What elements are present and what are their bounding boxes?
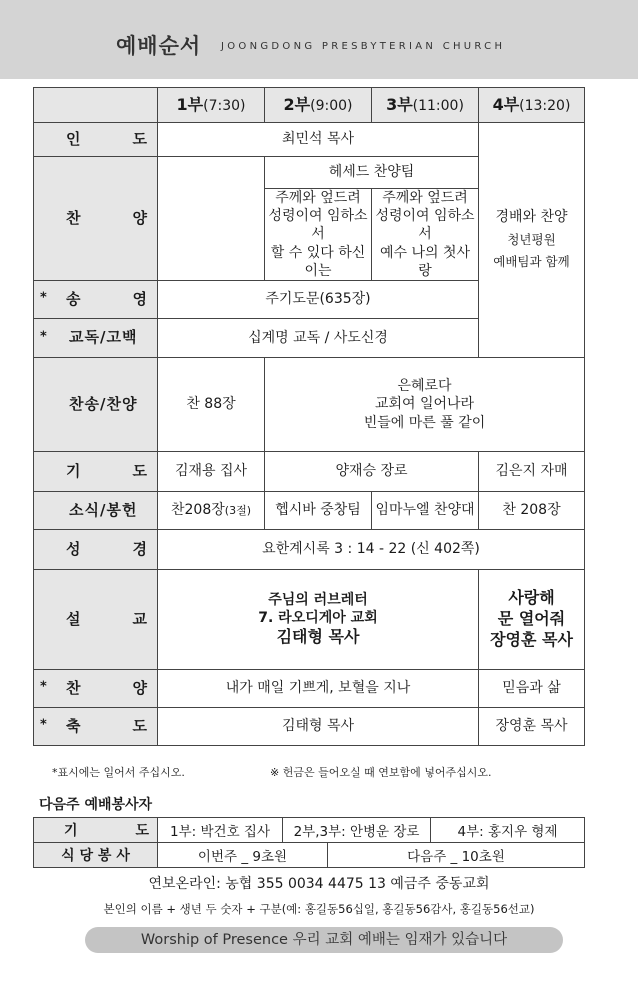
sermon-preacher: 김태형 목사 [276, 627, 360, 647]
invocation-label: 인 도 [34, 123, 158, 157]
offering-row [34, 491, 585, 529]
service-4-prayer: 김은지 자매 [479, 451, 585, 491]
benediction-label: * 축 도 [34, 707, 158, 745]
meal-this-week: 이번주 _ 9초원 [158, 843, 328, 868]
benediction-content: 김태형 목사 [158, 707, 479, 745]
giving-instructions: 본인의 이름 + 생년 두 숫자 + 구분(예: 홍길동56십일, 홍길동56감사, 홍길동56선교) [103, 902, 535, 916]
service-3-offering: 임마누엘 찬양대 [372, 491, 479, 529]
sermon-row [34, 569, 585, 669]
scripture-label: 성 경 [34, 529, 158, 569]
church-name: JOONGDONG PRESBYTERIAN CHURCH [221, 41, 506, 52]
service-1-praise-blank [158, 157, 265, 281]
service-4-sermon: 사랑해 문 열어줘 장영훈 목사 [479, 569, 585, 669]
offering-label: 소식/봉헌 [34, 491, 158, 529]
service-4-header: 4부(13:20) [479, 88, 585, 123]
service-3-header: 3부(11:00) [372, 88, 479, 123]
meal-next-week: 다음주 _ 10초원 [328, 843, 585, 868]
doxology-label: * 송 영 [34, 280, 158, 318]
hymn-row [34, 357, 585, 451]
next-prayer-4: 4부: 홍지우 형제 [431, 818, 585, 843]
service-4-closing-hymn: 믿음과 삶 [479, 669, 585, 707]
closing-hymn-row [34, 669, 585, 707]
service-1-header: 1부(7:30) [158, 88, 265, 123]
service-1-hymn: 찬 88장 [158, 357, 265, 451]
sermon-subtitle: 7. 라오디게아 교회 [258, 610, 378, 627]
worship-order-table [33, 87, 585, 746]
next-week-title: 다음주 예배봉사자 [39, 797, 153, 813]
service-4-offering: 찬 208장 [479, 491, 585, 529]
service-3-praise-songs: 주께와 엎드려 성령이여 임하소서 예수 나의 첫사랑 [372, 189, 479, 281]
doxology-content: 주기도문(635장) [158, 280, 479, 318]
online-giving: 연보온라인: 농협 355 0034 4475 13 예금주 중동교회 [148, 876, 490, 892]
meal-service-row [34, 843, 585, 868]
praise-team: 헤세드 찬양팀 [265, 157, 479, 189]
header-bar [0, 0, 638, 79]
sermon-title: 주님의 러브레터 [268, 591, 368, 608]
hymn-label: 찬송/찬양 [34, 357, 158, 451]
service-2-header: 2부(9:00) [265, 88, 372, 123]
next-prayer-row [34, 818, 585, 843]
next-prayer-23: 2부,3부: 안병운 장로 [283, 818, 431, 843]
service-1-offering: 찬208장(3절) [158, 491, 265, 529]
next-week-table [33, 817, 585, 868]
service-4-benediction: 장영훈 목사 [479, 707, 585, 745]
confession-content: 십계명 교독 / 사도신경 [158, 318, 479, 357]
notes [52, 764, 612, 780]
offering-note: ※ 헌금은 들어오실 때 연보함에 넣어주십시오. [270, 766, 492, 779]
closing-hymn-content: 내가 매일 기쁘게, 보혈을 지나 [158, 669, 479, 707]
page-title: 예배순서 [116, 34, 202, 58]
prayer-label: 기 도 [34, 451, 158, 491]
sermon-main [158, 569, 479, 669]
service-header-row [34, 88, 585, 123]
worship-banner: Worship of Presence 우리 교회 예배는 임재가 있습니다 [85, 927, 563, 953]
confession-label: * 교독/고백 [34, 318, 158, 357]
service-4-praise: 경배와 찬양 청년평원 예배팀과 함께 [479, 123, 585, 358]
service-1-prayer: 김재용 집사 [158, 451, 265, 491]
sermon-label: 설 교 [34, 569, 158, 669]
scripture-row [34, 529, 585, 569]
invocation-leader: 최민석 목사 [158, 123, 479, 157]
next-prayer-1: 1부: 박건호 집사 [158, 818, 283, 843]
scripture-content: 요한계시록 3 : 14 - 22 (신 402쪽) [158, 529, 585, 569]
service-2-offering: 헵시바 중창팀 [265, 491, 372, 529]
prayer-row [34, 451, 585, 491]
benediction-row [34, 707, 585, 745]
next-prayer-label: 기 도 [34, 818, 158, 843]
header-blank-cell [34, 88, 158, 123]
service-23-prayer: 양재승 장로 [265, 451, 479, 491]
service-2-praise-songs: 주께와 엎드려 성령이여 임하소서 할 수 있다 하신 이는 [265, 189, 372, 281]
meal-service-label: 식 당 봉 사 [34, 843, 158, 868]
praise-label: 찬 양 [34, 157, 158, 281]
stand-note: *표시에는 일어서 주십시오. [52, 766, 185, 779]
closing-hymn-label: * 찬 양 [34, 669, 158, 707]
hymn-songs: 은혜로다 교회여 일어나라 빈들에 마른 풀 같이 [265, 357, 585, 451]
invocation-row [34, 123, 585, 157]
